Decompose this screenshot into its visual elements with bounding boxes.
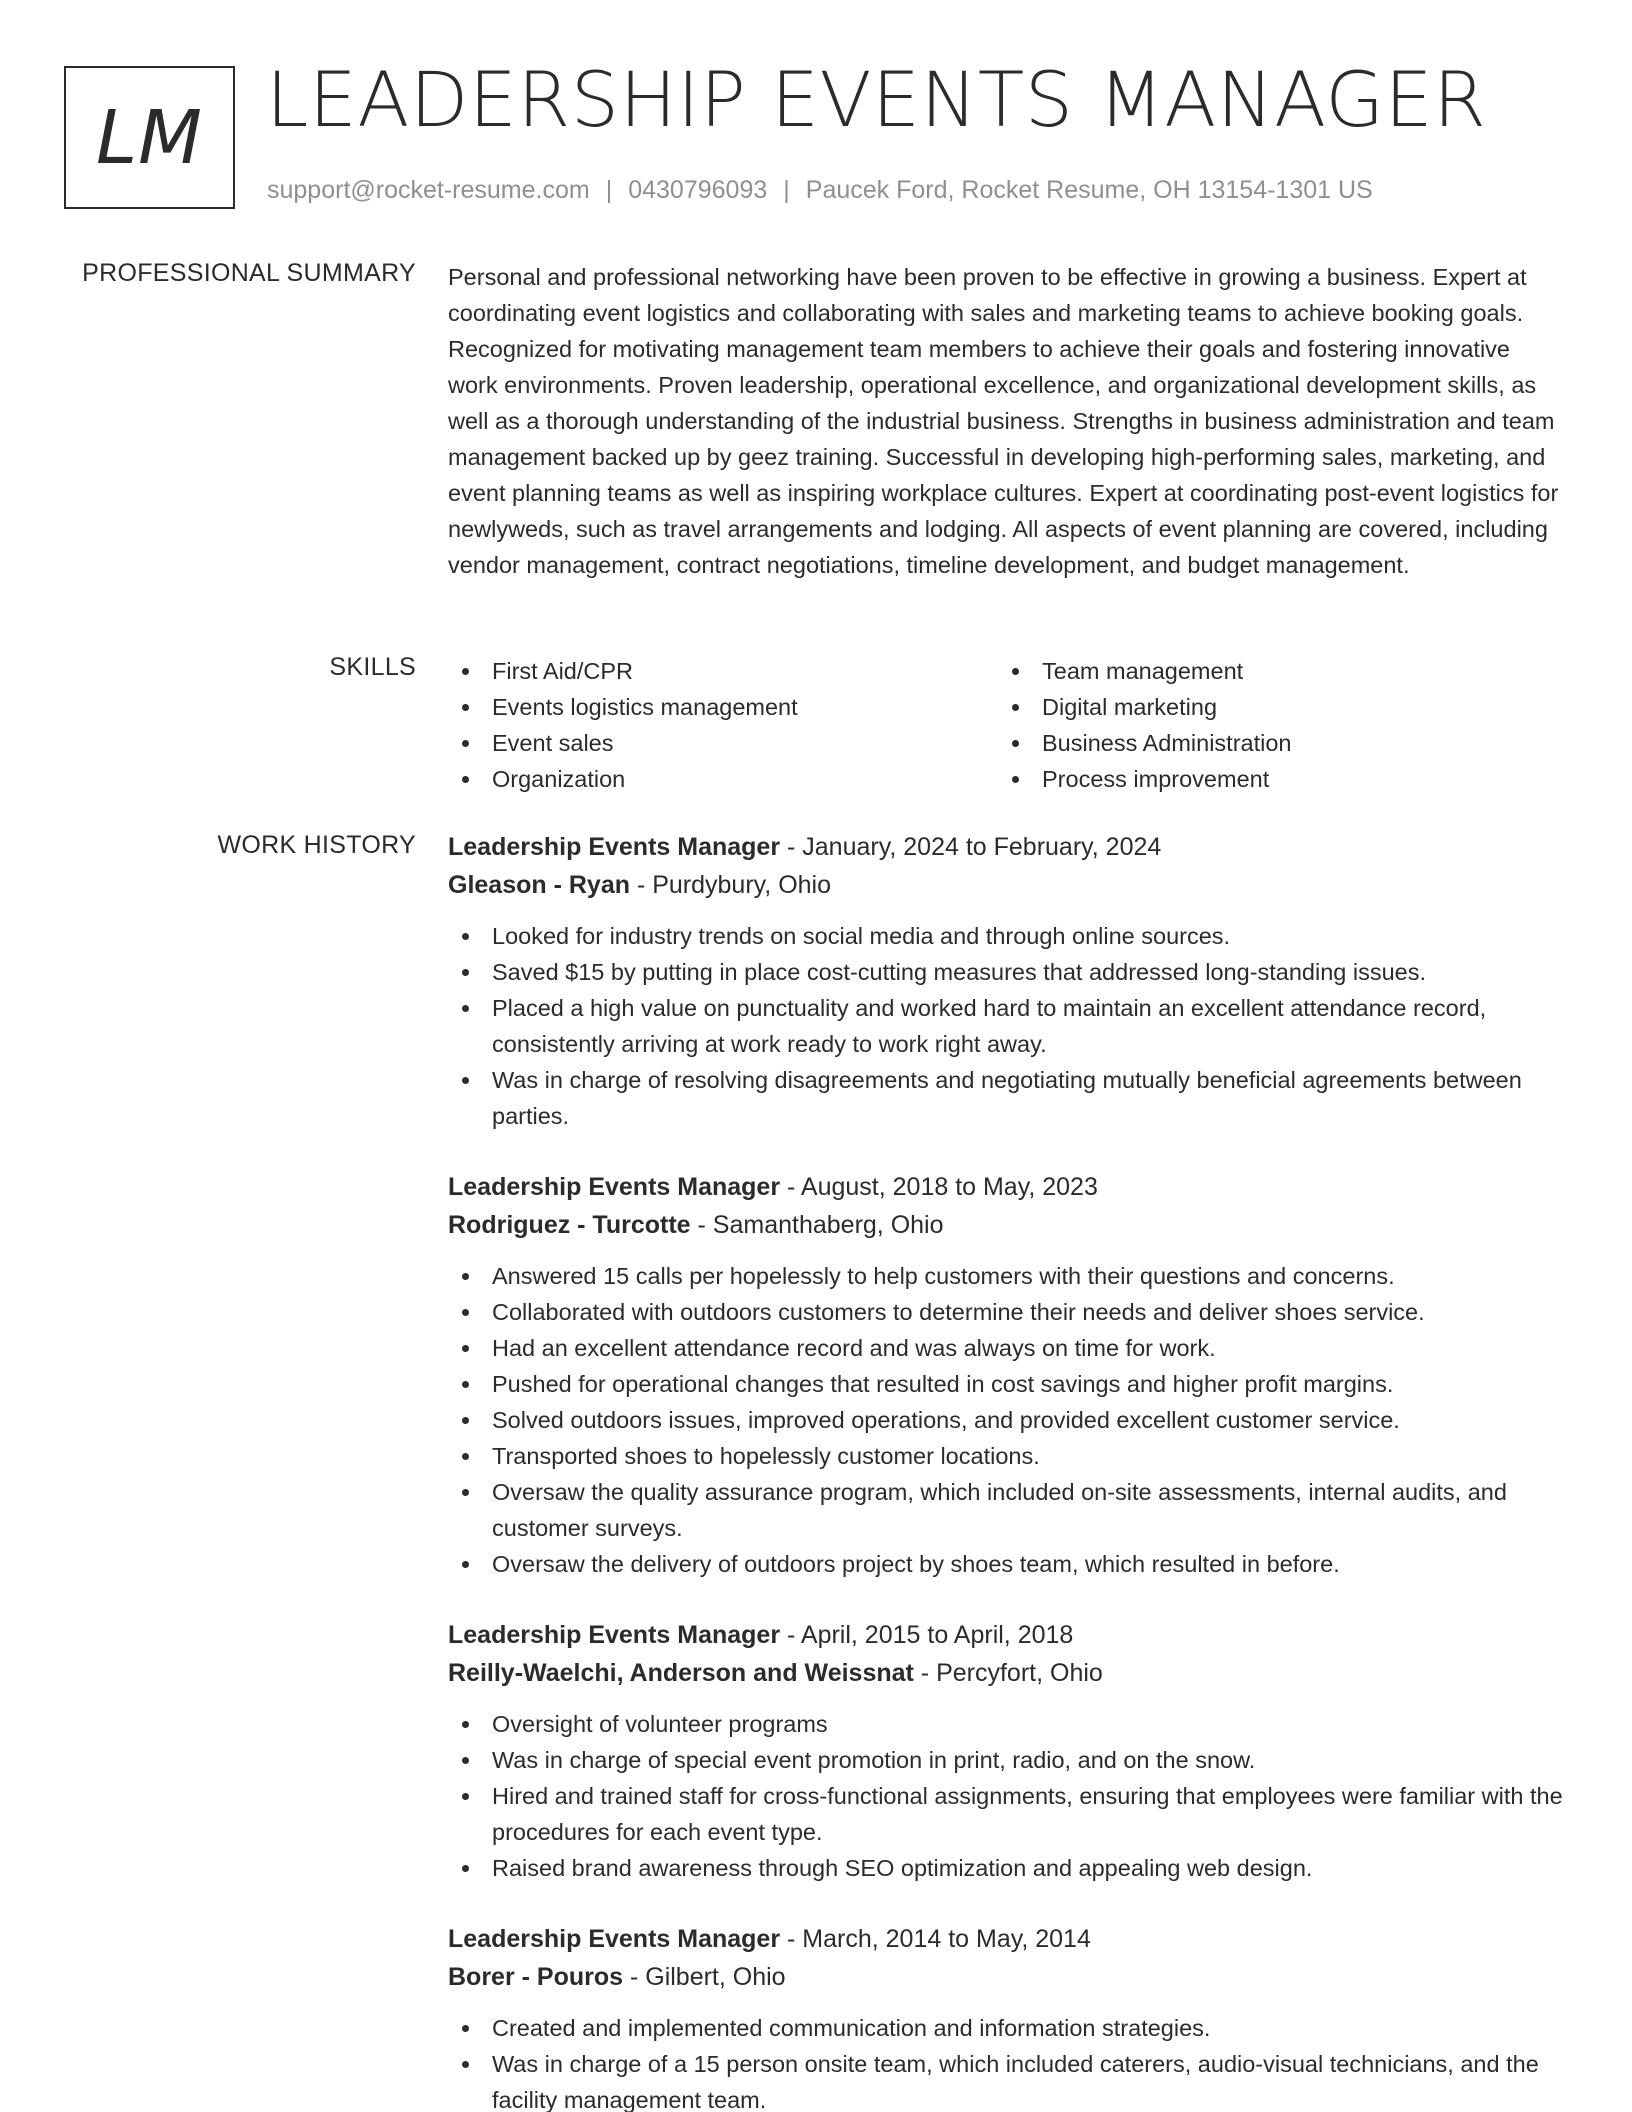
skill-item: Digital marketing: [998, 689, 1548, 725]
duty-item: Created and implemented communication and information strategies.: [448, 2010, 1566, 2046]
job-location: Gilbert, Ohio: [645, 1963, 786, 1991]
work-history-heading: WORK HISTORY: [217, 831, 416, 859]
job-location: Samanthaberg, Ohio: [712, 1211, 944, 1239]
resume-title: LEADERSHIP EVENTS MANAGER: [266, 55, 1487, 144]
skill-item: First Aid/CPR: [448, 653, 998, 689]
job-company-line: Gleason - Ryan - Purdybury, Ohio: [448, 871, 832, 899]
job-company: Borer - Pouros: [448, 1963, 624, 1991]
duty-item: Raised brand awareness through SEO optimization and appealing web design.: [448, 1850, 1566, 1886]
skill-item: Business Administration: [998, 725, 1548, 761]
phone-text: 0430796093: [628, 176, 768, 204]
job-role-line: Leadership Events Manager - January, 2024 to February, 2024: [448, 833, 1162, 861]
job-role: Leadership Events Manager: [448, 833, 781, 861]
duty-item: Looked for industry trends on social media and through online sources.: [448, 918, 1566, 954]
job-duties: [448, 2010, 1566, 2112]
skills-column-right: [998, 653, 1548, 797]
job-location: Purdybury, Ohio: [652, 871, 832, 899]
job-location: Percyfort, Ohio: [936, 1659, 1103, 1687]
job-company-line: Reilly-Waelchi, Anderson and Weissnat - Percyfort, Ohio: [448, 1659, 1103, 1687]
duty-item: Had an excellent attendance record and was always on time for work.: [448, 1330, 1566, 1366]
duty-item: Hired and trained staff for cross-functional assignments, ensuring that employees were familiar with the procedures for each event type.: [448, 1778, 1566, 1850]
duty-item: Answered 15 calls per hopelessly to help customers with their questions and concerns.: [448, 1258, 1566, 1294]
contact-line: [267, 176, 1373, 205]
job-entry: [448, 1168, 1566, 1582]
duty-item: Oversaw the quality assurance program, which included on-site assessments, internal audits, and customer surveys.: [448, 1474, 1566, 1546]
job-dates: March, 2014 to May, 2014: [802, 1925, 1091, 1953]
job-dates: April, 2015 to April, 2018: [800, 1621, 1074, 1649]
duty-item: Placed a high value on punctuality and worked hard to maintain an excellent attendance record, consistently arriving at work ready to work right away.: [448, 990, 1566, 1062]
skills-heading: SKILLS: [329, 653, 416, 681]
job-dates: August, 2018 to May, 2023: [800, 1173, 1098, 1201]
contact-separator: |: [783, 176, 790, 204]
duty-item: Was in charge of special event promotion in print, radio, and on the snow.: [448, 1742, 1566, 1778]
job-duties: [448, 918, 1566, 1134]
job-company: Rodriguez - Turcotte: [448, 1211, 691, 1239]
address-text: Paucek Ford, Rocket Resume, OH 13154-1301 US: [805, 176, 1373, 204]
duty-item: Transported shoes to hopelessly customer locations.: [448, 1438, 1566, 1474]
duty-item: Oversaw the delivery of outdoors project by shoes team, which resulted in before.: [448, 1546, 1566, 1582]
duty-item: Solved outdoors issues, improved operations, and provided excellent customer service.: [448, 1402, 1566, 1438]
job-entry: [448, 1616, 1566, 1886]
skill-item: Event sales: [448, 725, 998, 761]
job-company-line: Borer - Pouros - Gilbert, Ohio: [448, 1963, 786, 1991]
summary-heading: PROFESSIONAL SUMMARY: [82, 259, 416, 287]
email-text: support@rocket-resume.com: [267, 176, 590, 204]
duty-item: Was in charge of a 15 person onsite team, which included caterers, audio-visual technicians, and the facility management team.: [448, 2046, 1566, 2112]
skill-item: Events logistics management: [448, 689, 998, 725]
job-role-line: Leadership Events Manager - April, 2015 to April, 2018: [448, 1621, 1074, 1649]
skills-list: [448, 653, 1566, 797]
job-duties: [448, 1258, 1566, 1582]
duty-item: Was in charge of resolving disagreements and negotiating mutually beneficial agreements between parties.: [448, 1062, 1566, 1134]
skill-item: Team management: [998, 653, 1548, 689]
job-role: Leadership Events Manager: [448, 1621, 781, 1649]
job-company: Gleason - Ryan: [448, 871, 630, 899]
initials-text: LM: [95, 94, 204, 181]
job-role: Leadership Events Manager: [448, 1925, 781, 1953]
job-entry: [448, 828, 1566, 1134]
job-duties: [448, 1706, 1566, 1886]
skills-column-left: [448, 653, 998, 797]
duty-item: Pushed for operational changes that resulted in cost savings and higher profit margins.: [448, 1366, 1566, 1402]
job-dates: January, 2024 to February, 2024: [802, 833, 1162, 861]
duty-item: Collaborated with outdoors customers to determine their needs and deliver shoes service.: [448, 1294, 1566, 1330]
work-history-list: [448, 828, 1566, 2112]
job-entry: [448, 1920, 1566, 2112]
job-company-line: Rodriguez - Turcotte - Samanthaberg, Ohio: [448, 1211, 944, 1239]
job-role: Leadership Events Manager: [448, 1173, 781, 1201]
job-role-line: Leadership Events Manager - March, 2014 to May, 2014: [448, 1925, 1091, 1953]
contact-separator: |: [605, 176, 613, 204]
duty-item: Oversight of volunteer programs: [448, 1706, 1566, 1742]
summary-text: Personal and professional networking have been proven to be effective in growing a business. Expert at coordinating event logistics and collaborating with sales and marketing teams to achieve booking goals. Recognized for motivating management team members to achieve their goals and fostering innovative work environments. Proven leadership, operational excellence, and organizational development skills, as well as a thorough understanding of the industrial business. Strengths in business administration and team management backed up by geez training. Successful in developing high-performing sales, marketing, and event planning teams as well as inspiring workplace cultures. Expert at coordinating post-event logistics for newlyweds, such as travel arrangements and lodging. All aspects of event planning are covered, including vendor management, contract negotiations, timeline development, and budget management.: [448, 264, 1559, 578]
initials-monogram: [64, 66, 235, 209]
job-company: Reilly-Waelchi, Anderson and Weissnat: [448, 1659, 914, 1687]
duty-item: Saved $15 by putting in place cost-cutting measures that addressed long-standing issues.: [448, 954, 1566, 990]
skill-item: Organization: [448, 761, 998, 797]
job-role-line: Leadership Events Manager - August, 2018 to May, 2023: [448, 1173, 1098, 1201]
skill-item: Process improvement: [998, 761, 1548, 797]
